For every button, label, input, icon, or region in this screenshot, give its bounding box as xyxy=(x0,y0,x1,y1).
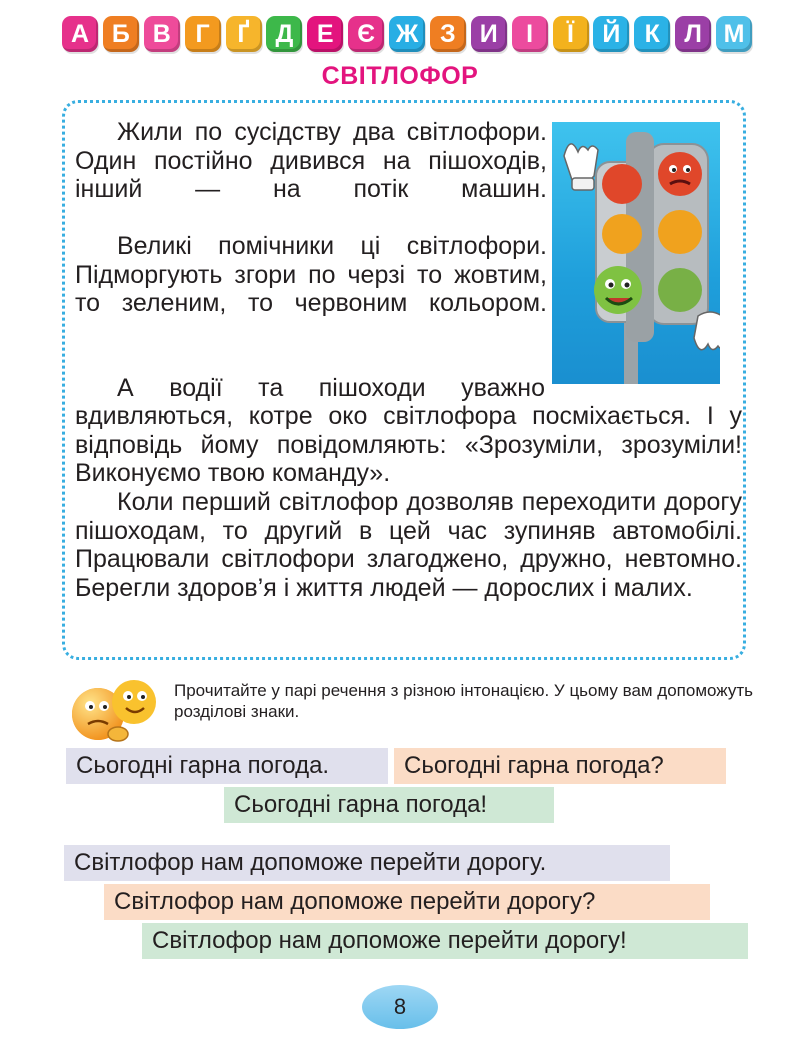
task-instruction: Прочитайте у парі речення з різною інтонацією. У цьому вам допоможуть розділові знаки. xyxy=(174,681,753,721)
alphabet-letter-tile: К xyxy=(634,16,670,52)
sentence-question-2: Світлофор нам допоможе перейти дорогу? xyxy=(104,884,710,920)
traffic-light-icon xyxy=(552,122,720,384)
smiley-pair-icon xyxy=(72,672,162,746)
alphabet-letter-tile: Л xyxy=(675,16,711,52)
alphabet-letter-tile: Ґ xyxy=(226,16,262,52)
story-title: СВІТЛОФОР xyxy=(321,62,479,90)
alphabet-letter-tile: М xyxy=(716,16,752,52)
sentence-statement-2: Світлофор нам допоможе перейти дорогу. xyxy=(64,845,670,881)
alphabet-letter-tile: Д xyxy=(266,16,302,52)
alphabet-letter-tile: Е xyxy=(307,16,343,52)
story-paragraph-3-rest: вдивляються, котре око світлофора посміхається. І у відповідь йому повідомляють: «Зрозуміли, зрозуміли! Виконуємо твою команду». xyxy=(75,402,742,487)
story-paragraph-1: Жили по сусідству два світлофори. Один постійно дивився на пішоходів, інший — на потік машин. xyxy=(75,118,547,203)
story-paragraph-2: Великі помічники ці світлофори. Підморгують згори по черзі то жовтим, то зеленим, то червоним кольором. xyxy=(75,232,547,317)
alphabet-letter-tile: Ї xyxy=(553,16,589,52)
alphabet-letter-tile: І xyxy=(512,16,548,52)
alphabet-letter-tile: А xyxy=(62,16,98,52)
sentence-question-1: Сьогодні гарна погода? xyxy=(394,748,726,784)
alphabet-letter-tile: В xyxy=(144,16,180,52)
alphabet-letter-tile: И xyxy=(471,16,507,52)
page-number: 8 xyxy=(362,985,438,1029)
sentence-exclamation-2: Світлофор нам допоможе перейти дорогу! xyxy=(142,923,748,959)
alphabet-letter-tile: Є xyxy=(348,16,384,52)
alphabet-letter-tile: З xyxy=(430,16,466,52)
alphabet-strip xyxy=(62,16,752,56)
sentence-statement-1: Сьогодні гарна погода. xyxy=(66,748,388,784)
alphabet-letter-tile: Й xyxy=(593,16,629,52)
alphabet-letter-tile: Б xyxy=(103,16,139,52)
sentence-exclamation-1: Сьогодні гарна погода! xyxy=(224,787,554,823)
story-paragraph-4: Коли перший світлофор дозволяв переходити дорогу пішоходам, то другий в цей час зупиняв автомобілі. Працювали світлофори злагоджено, дружно, невтомно. Берегли здоров’я і життя людей — дорослих і малих. xyxy=(75,488,742,602)
traffic-light-illustration xyxy=(552,122,720,384)
story-paragraph-3-start: А водії та пішоходи уважно xyxy=(117,374,545,402)
alphabet-letter-tile: Г xyxy=(185,16,221,52)
alphabet-letter-tile: Ж xyxy=(389,16,425,52)
